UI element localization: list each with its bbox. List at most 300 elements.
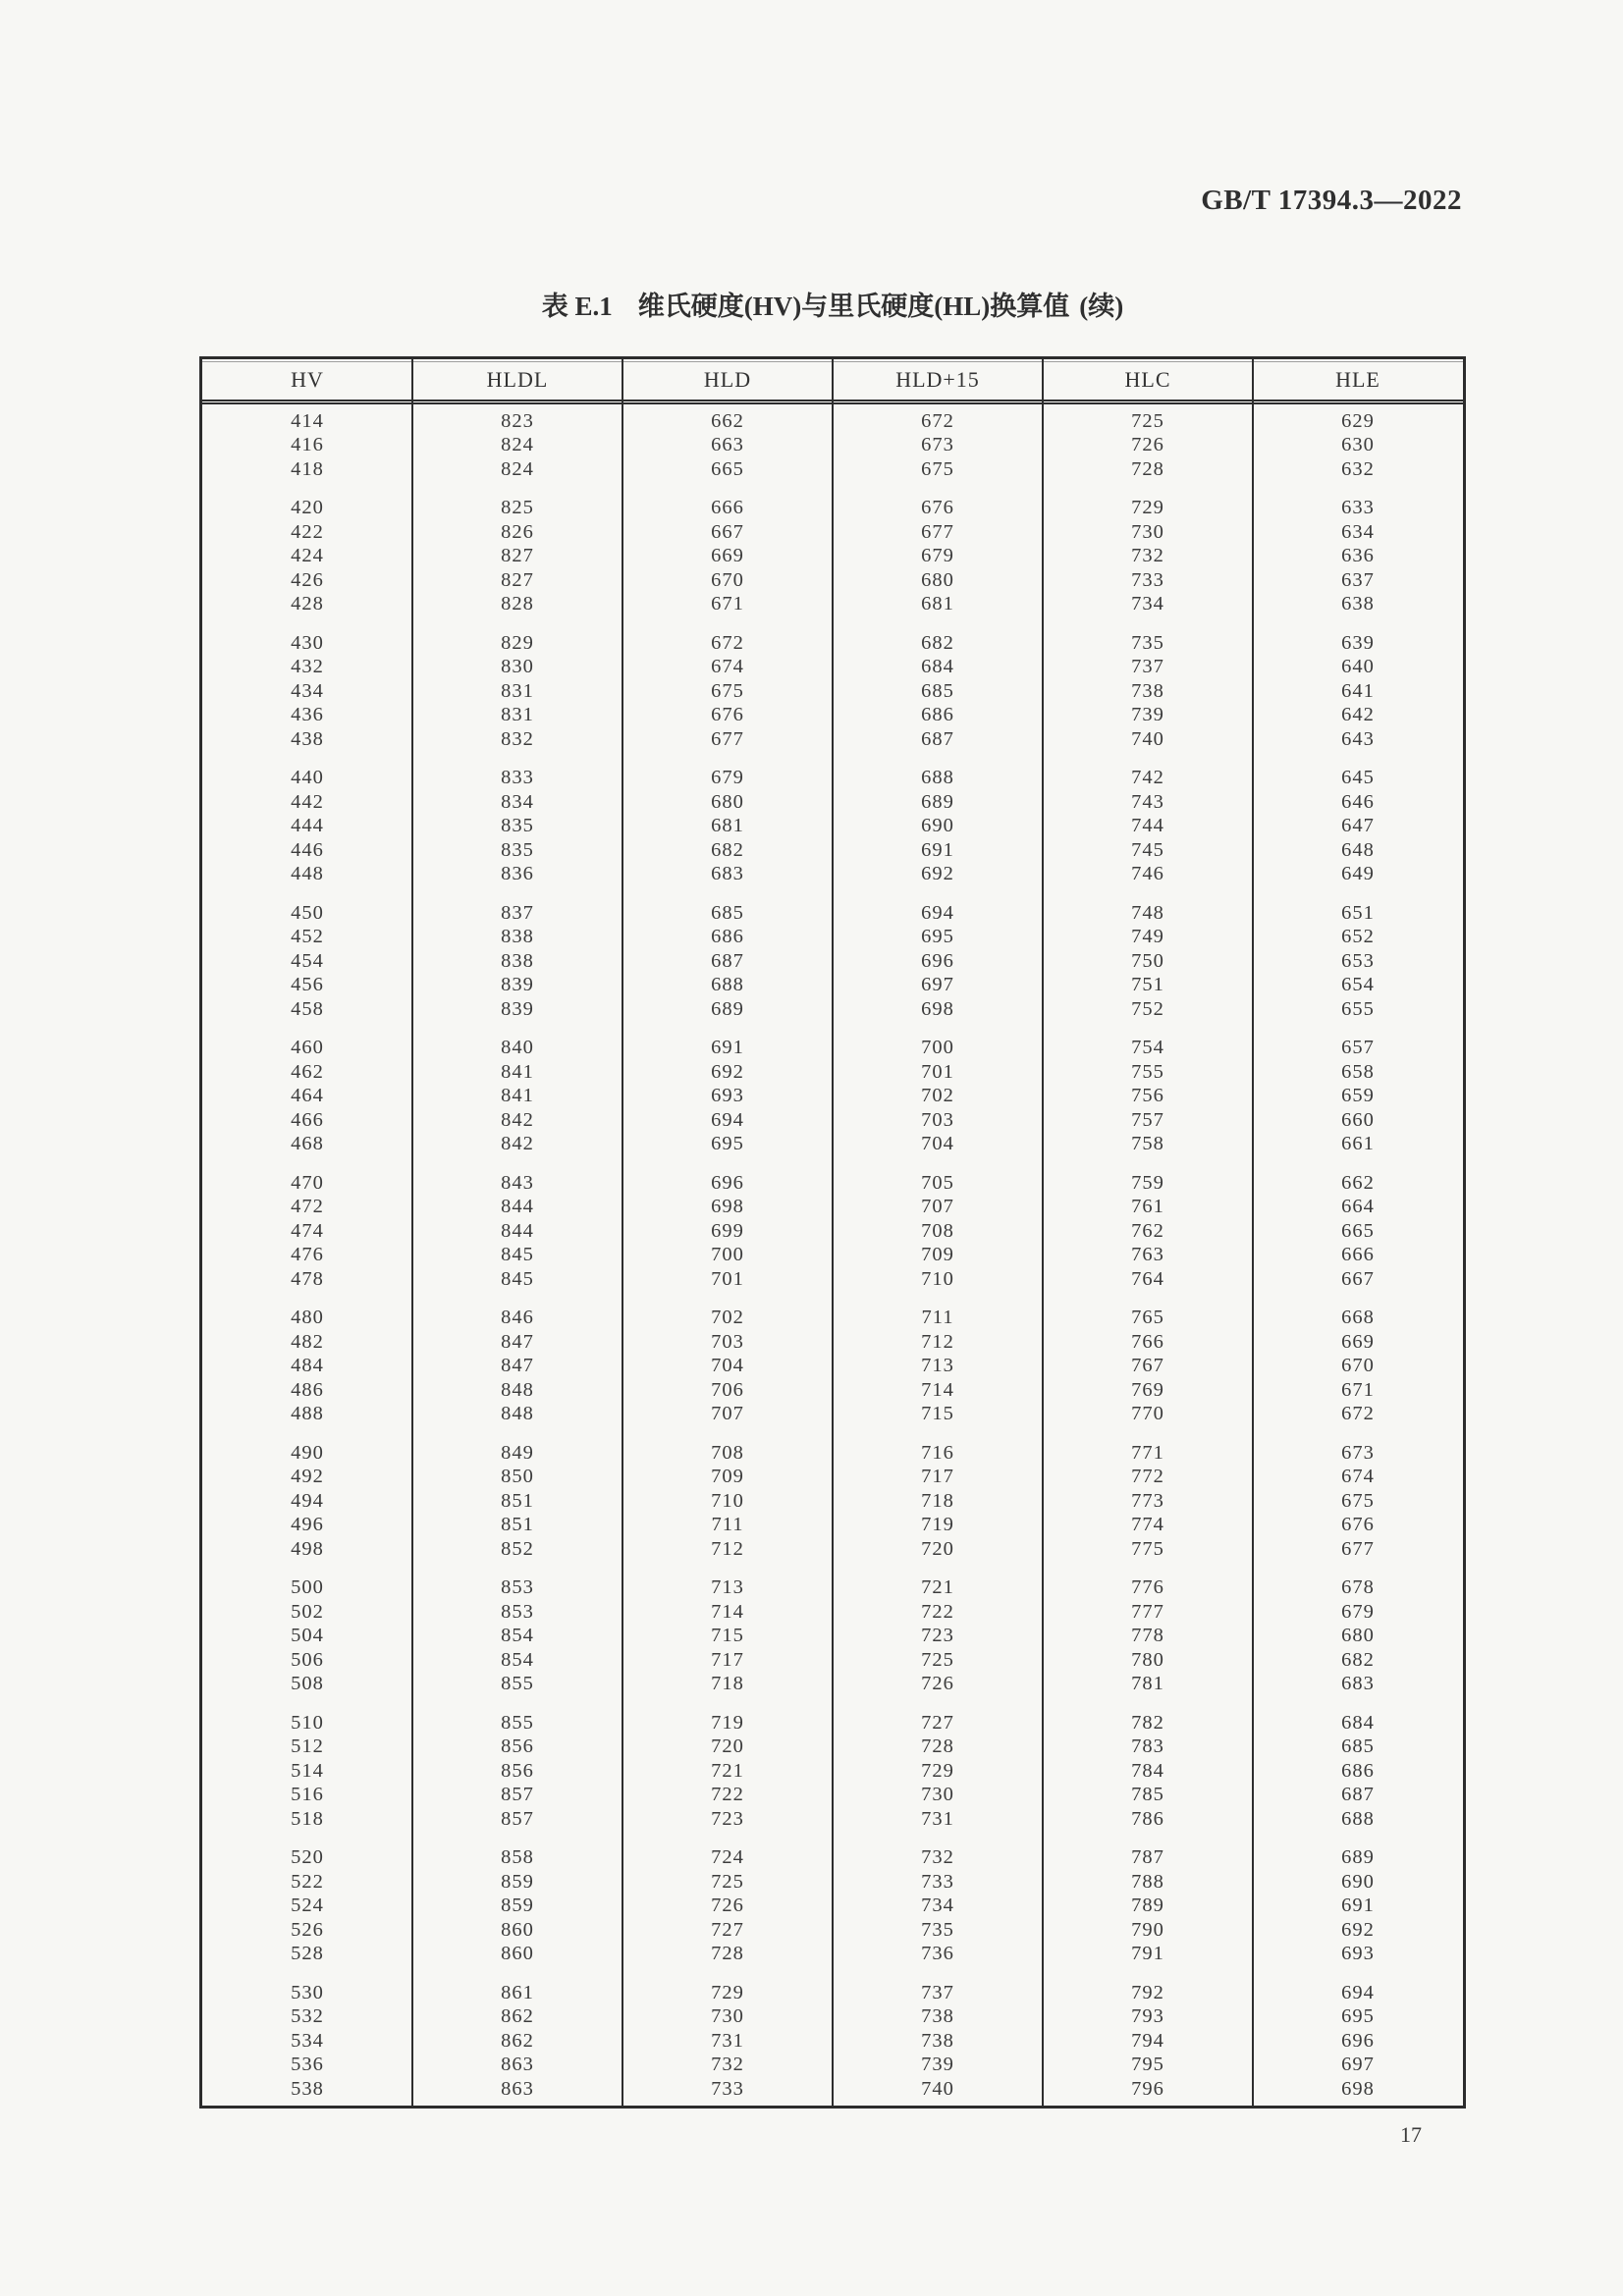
cell: 677 — [921, 520, 954, 543]
cell: 678 — [1341, 1576, 1375, 1599]
cell: 681 — [921, 593, 954, 615]
cell: 659 — [1341, 1085, 1375, 1107]
cell: 839 — [501, 997, 534, 1020]
cell: 740 — [1131, 727, 1164, 750]
table-caption — [199, 285, 1466, 323]
cell: 743 — [1131, 790, 1164, 813]
cell: 464 — [291, 1085, 324, 1107]
cell: 847 — [501, 1330, 534, 1353]
cell: 682 — [1341, 1648, 1375, 1671]
cell: 524 — [291, 1895, 324, 1917]
cell: 674 — [711, 656, 744, 678]
cell: 686 — [1341, 1759, 1375, 1782]
cell: 729 — [921, 1759, 954, 1782]
cell: 780 — [1131, 1648, 1164, 1671]
cell: 714 — [921, 1378, 954, 1401]
cell: 839 — [501, 974, 534, 996]
cell: 710 — [921, 1267, 954, 1290]
cell: 853 — [501, 1576, 534, 1599]
cell: 846 — [501, 1307, 534, 1329]
cell: 773 — [1131, 1489, 1164, 1512]
cell: 708 — [921, 1219, 954, 1242]
cell: 731 — [711, 2029, 744, 2052]
cell: 672 — [921, 409, 954, 432]
cell: 436 — [291, 704, 324, 726]
cell: 742 — [1131, 767, 1164, 789]
cell: 685 — [1341, 1735, 1375, 1758]
cell: 715 — [711, 1625, 744, 1647]
cell: 714 — [711, 1600, 744, 1623]
cell: 518 — [291, 1807, 324, 1830]
cell: 516 — [291, 1784, 324, 1806]
cell: 683 — [711, 863, 744, 885]
cell: 763 — [1131, 1244, 1164, 1266]
cell: 690 — [1341, 1870, 1375, 1893]
cell: 689 — [921, 790, 954, 813]
cell: 837 — [501, 901, 534, 924]
cell: 704 — [921, 1133, 954, 1155]
cell: 762 — [1131, 1219, 1164, 1242]
cell: 727 — [711, 1918, 744, 1941]
cell: 696 — [921, 949, 954, 972]
cell: 652 — [1341, 926, 1375, 948]
cell: 831 — [501, 704, 534, 726]
cell: 862 — [501, 2005, 534, 2028]
cell: 863 — [501, 2077, 534, 2100]
cell: 841 — [501, 1060, 534, 1083]
cell: 440 — [291, 767, 324, 789]
cell: 532 — [291, 2005, 324, 2028]
cell: 833 — [501, 767, 534, 789]
cell: 686 — [711, 926, 744, 948]
cell: 699 — [711, 1219, 744, 1242]
cell: 670 — [711, 568, 744, 591]
cell: 673 — [921, 434, 954, 456]
cell: 633 — [1341, 497, 1375, 519]
cell: 478 — [291, 1267, 324, 1290]
cell: 530 — [291, 1981, 324, 2003]
cell: 716 — [921, 1441, 954, 1464]
cell: 766 — [1131, 1330, 1164, 1353]
cell: 752 — [1131, 997, 1164, 1020]
cell: 712 — [921, 1330, 954, 1353]
cell: 720 — [921, 1537, 954, 1560]
cell: 494 — [291, 1489, 324, 1512]
cell: 646 — [1341, 790, 1375, 813]
cell: 844 — [501, 1196, 534, 1218]
cell: 838 — [501, 926, 534, 948]
cell: 859 — [501, 1895, 534, 1917]
cell: 680 — [921, 568, 954, 591]
cell: 725 — [1131, 409, 1164, 432]
table-caption-label: 表 E.1 — [541, 292, 613, 321]
cell: 703 — [921, 1108, 954, 1131]
cell: 669 — [1341, 1330, 1375, 1353]
cell: 676 — [711, 704, 744, 726]
cell: 679 — [1341, 1600, 1375, 1623]
cell: 642 — [1341, 704, 1375, 726]
cell: 426 — [291, 568, 324, 591]
cell: 512 — [291, 1735, 324, 1758]
cell: 676 — [921, 497, 954, 519]
table-caption-continued: (续) — [1079, 292, 1124, 321]
cell: 663 — [711, 434, 744, 456]
cell: 761 — [1131, 1196, 1164, 1218]
cell: 832 — [501, 727, 534, 750]
cell: 781 — [1131, 1673, 1164, 1695]
cell: 692 — [1341, 1918, 1375, 1941]
cell: 718 — [711, 1673, 744, 1695]
cell: 693 — [1341, 1943, 1375, 1965]
cell: 840 — [501, 1037, 534, 1059]
cell: 681 — [711, 815, 744, 837]
cell: 739 — [921, 2054, 954, 2076]
cell: 695 — [1341, 2005, 1375, 2028]
cell: 418 — [291, 457, 324, 480]
cell: 514 — [291, 1759, 324, 1782]
cell: 670 — [1341, 1355, 1375, 1377]
cell: 638 — [1341, 593, 1375, 615]
cell: 726 — [921, 1673, 954, 1695]
cell: 778 — [1131, 1625, 1164, 1647]
cell: 728 — [921, 1735, 954, 1758]
cell: 528 — [291, 1943, 324, 1965]
cell: 739 — [1131, 704, 1164, 726]
cell: 795 — [1131, 2054, 1164, 2076]
cell: 651 — [1341, 901, 1375, 924]
cell: 510 — [291, 1711, 324, 1734]
cell: 850 — [501, 1466, 534, 1488]
cell: 728 — [1131, 457, 1164, 480]
cell: 520 — [291, 1846, 324, 1869]
cell: 851 — [501, 1514, 534, 1536]
cell: 710 — [711, 1489, 744, 1512]
cell: 835 — [501, 815, 534, 837]
cell: 711 — [921, 1307, 954, 1329]
cell: 462 — [291, 1060, 324, 1083]
page-number: 17 — [1400, 2122, 1422, 2147]
cell: 697 — [921, 974, 954, 996]
cell: 733 — [1131, 568, 1164, 591]
cell: 719 — [921, 1514, 954, 1536]
cell: 687 — [1341, 1784, 1375, 1806]
cell: 827 — [501, 545, 534, 567]
cell: 772 — [1131, 1466, 1164, 1488]
cell: 787 — [1131, 1846, 1164, 1869]
column-divider — [1042, 359, 1044, 2106]
hardness-conversion-table — [199, 356, 1466, 2109]
cell: 825 — [501, 497, 534, 519]
cell: 703 — [711, 1330, 744, 1353]
cell: 680 — [1341, 1625, 1375, 1647]
cell: 744 — [1131, 815, 1164, 837]
cell: 844 — [501, 1219, 534, 1242]
cell: 730 — [711, 2005, 744, 2028]
cell: 420 — [291, 497, 324, 519]
cell: 849 — [501, 1441, 534, 1464]
cell: 758 — [1131, 1133, 1164, 1155]
cell: 745 — [1131, 838, 1164, 861]
cell: 719 — [711, 1711, 744, 1734]
cell: 684 — [921, 656, 954, 678]
cell: 715 — [921, 1403, 954, 1425]
cell: 696 — [1341, 2029, 1375, 2052]
cell: 721 — [711, 1759, 744, 1782]
cell: 848 — [501, 1403, 534, 1425]
cell: 767 — [1131, 1355, 1164, 1377]
cell: 414 — [291, 409, 324, 432]
cell: 856 — [501, 1759, 534, 1782]
column-divider — [411, 359, 413, 2106]
cell: 737 — [1131, 656, 1164, 678]
column-header: HLD+15 — [895, 366, 980, 392]
cell: 709 — [711, 1466, 744, 1488]
cell: 740 — [921, 2077, 954, 2100]
cell: 756 — [1131, 1085, 1164, 1107]
cell: 700 — [711, 1244, 744, 1266]
cell: 735 — [921, 1918, 954, 1941]
cell: 679 — [921, 545, 954, 567]
column-divider — [622, 359, 623, 2106]
cell: 458 — [291, 997, 324, 1020]
cell: 731 — [921, 1807, 954, 1830]
cell: 452 — [291, 926, 324, 948]
cell: 690 — [921, 815, 954, 837]
cell: 492 — [291, 1466, 324, 1488]
cell: 664 — [1341, 1196, 1375, 1218]
cell: 498 — [291, 1537, 324, 1560]
cell: 834 — [501, 790, 534, 813]
cell: 454 — [291, 949, 324, 972]
cell: 738 — [921, 2029, 954, 2052]
standard-number: GB/T 17394.3—2022 — [1201, 185, 1462, 216]
cell: 502 — [291, 1600, 324, 1623]
cell: 689 — [711, 997, 744, 1020]
cell: 647 — [1341, 815, 1375, 837]
cell: 769 — [1131, 1378, 1164, 1401]
cell: 848 — [501, 1378, 534, 1401]
cell: 782 — [1131, 1711, 1164, 1734]
cell: 442 — [291, 790, 324, 813]
cell: 748 — [1131, 901, 1164, 924]
cell: 794 — [1131, 2029, 1164, 2052]
cell: 654 — [1341, 974, 1375, 996]
cell: 444 — [291, 815, 324, 837]
column-divider — [832, 359, 834, 2106]
cell: 790 — [1131, 1918, 1164, 1941]
cell: 682 — [921, 631, 954, 654]
cell: 733 — [921, 1870, 954, 1893]
column-header: HLD — [703, 366, 752, 392]
cell: 658 — [1341, 1060, 1375, 1083]
cell: 823 — [501, 409, 534, 432]
cell: 476 — [291, 1244, 324, 1266]
cell: 474 — [291, 1219, 324, 1242]
cell: 430 — [291, 631, 324, 654]
cell: 470 — [291, 1171, 324, 1194]
cell: 637 — [1341, 568, 1375, 591]
cell: 669 — [711, 545, 744, 567]
cell: 645 — [1341, 767, 1375, 789]
cell: 824 — [501, 434, 534, 456]
cell: 707 — [711, 1403, 744, 1425]
cell: 735 — [1131, 631, 1164, 654]
cell: 830 — [501, 656, 534, 678]
cell: 655 — [1341, 997, 1375, 1020]
cell: 450 — [291, 901, 324, 924]
cell: 508 — [291, 1673, 324, 1695]
cell: 733 — [711, 2077, 744, 2100]
cell: 858 — [501, 1846, 534, 1869]
cell: 855 — [501, 1711, 534, 1734]
cell: 695 — [921, 926, 954, 948]
cell: 842 — [501, 1133, 534, 1155]
cell: 468 — [291, 1133, 324, 1155]
cell: 687 — [921, 727, 954, 750]
cell: 538 — [291, 2077, 324, 2100]
cell: 692 — [711, 1060, 744, 1083]
cell: 786 — [1131, 1807, 1164, 1830]
cell: 793 — [1131, 2005, 1164, 2028]
column-header: HLE — [1335, 366, 1380, 392]
cell: 835 — [501, 838, 534, 861]
cell: 722 — [711, 1784, 744, 1806]
cell: 706 — [711, 1378, 744, 1401]
cell: 667 — [1341, 1267, 1375, 1290]
cell: 754 — [1131, 1037, 1164, 1059]
cell: 694 — [921, 901, 954, 924]
cell: 486 — [291, 1378, 324, 1401]
cell: 702 — [711, 1307, 744, 1329]
cell: 765 — [1131, 1307, 1164, 1329]
cell: 730 — [921, 1784, 954, 1806]
cell: 428 — [291, 593, 324, 615]
cell: 671 — [1341, 1378, 1375, 1401]
cell: 854 — [501, 1625, 534, 1647]
cell: 723 — [711, 1807, 744, 1830]
cell: 657 — [1341, 1037, 1375, 1059]
cell: 687 — [711, 949, 744, 972]
cell: 856 — [501, 1735, 534, 1758]
cell: 705 — [921, 1171, 954, 1194]
cell: 852 — [501, 1537, 534, 1560]
cell: 829 — [501, 631, 534, 654]
cell: 488 — [291, 1403, 324, 1425]
cell: 480 — [291, 1307, 324, 1329]
cell: 424 — [291, 545, 324, 567]
cell: 827 — [501, 568, 534, 591]
cell: 677 — [1341, 1537, 1375, 1560]
column-header: HV — [291, 366, 324, 392]
cell: 730 — [1131, 520, 1164, 543]
cell: 861 — [501, 1981, 534, 2003]
cell: 672 — [711, 631, 744, 654]
cell: 456 — [291, 974, 324, 996]
cell: 490 — [291, 1441, 324, 1464]
cell: 701 — [711, 1267, 744, 1290]
cell: 432 — [291, 656, 324, 678]
cell: 672 — [1341, 1403, 1375, 1425]
cell: 828 — [501, 593, 534, 615]
cell: 783 — [1131, 1735, 1164, 1758]
cell: 725 — [711, 1870, 744, 1893]
cell: 639 — [1341, 631, 1375, 654]
cell: 643 — [1341, 727, 1375, 750]
cell: 466 — [291, 1108, 324, 1131]
cell: 691 — [711, 1037, 744, 1059]
cell: 759 — [1131, 1171, 1164, 1194]
cell: 796 — [1131, 2077, 1164, 2100]
cell: 472 — [291, 1196, 324, 1218]
cell: 422 — [291, 520, 324, 543]
cell: 854 — [501, 1648, 534, 1671]
cell: 732 — [1131, 545, 1164, 567]
cell: 641 — [1341, 679, 1375, 702]
cell: 700 — [921, 1037, 954, 1059]
cell: 713 — [711, 1576, 744, 1599]
cell: 831 — [501, 679, 534, 702]
cell: 724 — [711, 1846, 744, 1869]
cell: 438 — [291, 727, 324, 750]
cell: 721 — [921, 1576, 954, 1599]
cell: 851 — [501, 1489, 534, 1512]
cell: 711 — [711, 1514, 744, 1536]
cell: 738 — [921, 2005, 954, 2028]
cell: 732 — [711, 2054, 744, 2076]
cell: 826 — [501, 520, 534, 543]
cell: 862 — [501, 2029, 534, 2052]
cell: 675 — [921, 457, 954, 480]
cell: 648 — [1341, 838, 1375, 861]
cell: 784 — [1131, 1759, 1164, 1782]
cell: 484 — [291, 1355, 324, 1377]
cell: 698 — [711, 1196, 744, 1218]
cell: 674 — [1341, 1466, 1375, 1488]
cell: 630 — [1341, 434, 1375, 456]
cell: 694 — [1341, 1981, 1375, 2003]
cell: 534 — [291, 2029, 324, 2052]
cell: 686 — [921, 704, 954, 726]
cell: 629 — [1341, 409, 1375, 432]
cell: 692 — [921, 863, 954, 885]
cell: 662 — [1341, 1171, 1375, 1194]
cell: 632 — [1341, 457, 1375, 480]
cell: 729 — [711, 1981, 744, 2003]
cell: 688 — [1341, 1807, 1375, 1830]
cell: 746 — [1131, 863, 1164, 885]
cell: 728 — [711, 1943, 744, 1965]
cell: 771 — [1131, 1441, 1164, 1464]
cell: 665 — [711, 457, 744, 480]
cell: 496 — [291, 1514, 324, 1536]
cell: 679 — [711, 767, 744, 789]
cell: 676 — [1341, 1514, 1375, 1536]
cell: 660 — [1341, 1108, 1375, 1131]
column-header: HLDL — [486, 366, 549, 392]
cell: 727 — [921, 1711, 954, 1734]
cell: 675 — [711, 679, 744, 702]
cell: 764 — [1131, 1267, 1164, 1290]
cell: 720 — [711, 1735, 744, 1758]
cell: 845 — [501, 1267, 534, 1290]
cell: 717 — [921, 1466, 954, 1488]
cell: 685 — [921, 679, 954, 702]
cell: 774 — [1131, 1514, 1164, 1536]
cell: 775 — [1131, 1537, 1164, 1560]
cell: 709 — [921, 1244, 954, 1266]
cell: 702 — [921, 1085, 954, 1107]
cell: 416 — [291, 434, 324, 456]
